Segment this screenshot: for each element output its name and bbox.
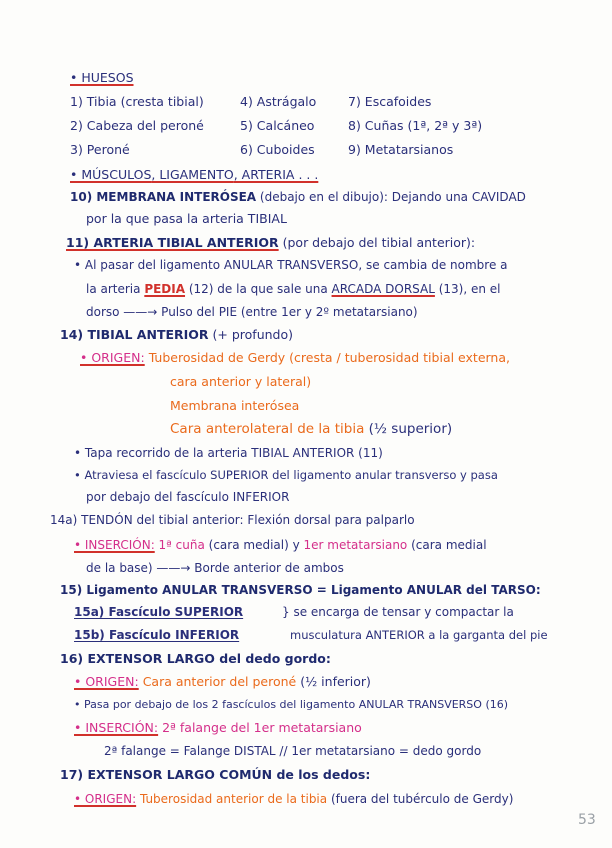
item-14-origen: • ORIGEN: Tuberosidad de Gerdy (cresta / tuberosidad tibial externa, bbox=[80, 350, 510, 365]
item-15: 15) Ligamento ANULAR TRANSVERSO = Ligamento ANULAR del TARSO: bbox=[60, 583, 541, 597]
bone-item-1: 1) Tibia (cresta tibial) bbox=[70, 94, 204, 109]
item-16-note: 2ª falange = Falange DISTAL // 1er metatarsiano = dedo gordo bbox=[104, 744, 482, 758]
item-15-note: } se encarga de tensar y compactar la bbox=[282, 605, 514, 619]
item-10-cont: por la que pasa la arteria TIBIAL bbox=[86, 211, 287, 226]
page-number: 53 bbox=[578, 812, 596, 828]
bone-item-3: 3) Peroné bbox=[70, 142, 130, 157]
item-11-pulso: dorso ——→ Pulso del PIE (entre 1er y 2º metatarsiano) bbox=[86, 305, 418, 319]
heading-huesos: • HUESOS bbox=[70, 70, 134, 85]
bone-item-5: 5) Calcáneo bbox=[240, 118, 315, 133]
item-17-origen: • ORIGEN: Tuberosidad anterior de la tibia (fuera del tubérculo de Gerdy) bbox=[74, 792, 514, 806]
item-14-origen-2: cara anterior y lateral) bbox=[170, 374, 312, 389]
bone-item-9: 9) Metatarsianos bbox=[348, 142, 454, 157]
bone-item-8: 8) Cuñas (1ª, 2ª y 3ª) bbox=[348, 118, 483, 133]
item-11: 11) ARTERIA TIBIAL ANTERIOR (por debajo del tibial anterior): bbox=[66, 235, 476, 250]
bone-item-7: 7) Escafoides bbox=[348, 94, 432, 109]
item-14-origen-4: Cara anterolateral de la tibia (½ superior) bbox=[170, 421, 453, 437]
item-14a-insercion: • INSERCIÓN: 1ª cuña (cara medial) y 1er metatarsiano (cara medial bbox=[74, 538, 487, 552]
item-16-pasa: • Pasa por debajo de los 2 fascículos del ligamento ANULAR TRANSVERSO (16) bbox=[74, 698, 509, 711]
item-14: 14) TIBIAL ANTERIOR (+ profundo) bbox=[60, 327, 293, 342]
item-17: 17) EXTENSOR LARGO COMÚN de los dedos: bbox=[60, 767, 371, 782]
item-14a: 14a) TENDÓN del tibial anterior: Flexión dorsal para palparlo bbox=[50, 513, 415, 527]
item-16-insercion: • INSERCIÓN: 2ª falange del 1er metatarsiano bbox=[74, 720, 362, 735]
item-15-note-cont: musculatura ANTERIOR a la garganta del pie bbox=[290, 628, 548, 642]
bone-item-2: 2) Cabeza del peroné bbox=[70, 118, 204, 133]
item-14-tapa: • Tapa recorrido de la arteria TIBIAL ANTERIOR (11) bbox=[74, 446, 383, 460]
item-11-bullet: • Al pasar del ligamento ANULAR TRANSVERSO, se cambia de nombre a bbox=[74, 258, 508, 272]
item-15a: 15a) Fascículo SUPERIOR bbox=[74, 605, 244, 619]
heading-musculos: • MÚSCULOS, LIGAMENTO, ARTERIA . . . bbox=[70, 167, 319, 182]
item-14a-insercion-cont: de la base) ——→ Borde anterior de ambos bbox=[86, 561, 344, 575]
item-14-atraviesa: • Atraviesa el fascículo SUPERIOR del ligamento anular transverso y pasa bbox=[74, 468, 498, 482]
item-10: 10) MEMBRANA INTERÓSEA (debajo en el dibujo): Dejando una CAVIDAD bbox=[70, 190, 526, 204]
bone-item-6: 6) Cuboides bbox=[240, 142, 315, 157]
item-14-atraviesa-cont: por debajo del fascículo INFERIOR bbox=[86, 490, 290, 504]
item-16: 16) EXTENSOR LARGO del dedo gordo: bbox=[60, 651, 331, 666]
item-16-origen: • ORIGEN: Cara anterior del peroné (½ inferior) bbox=[74, 674, 371, 689]
item-14-origen-3: Membrana interósea bbox=[170, 398, 300, 413]
item-15b: 15b) Fascículo INFERIOR bbox=[74, 628, 240, 642]
bone-item-4: 4) Astrágalo bbox=[240, 94, 317, 109]
item-11-pedia: la arteria PEDIA (12) de la que sale una ARCADA DORSAL (13), en el bbox=[86, 282, 501, 296]
